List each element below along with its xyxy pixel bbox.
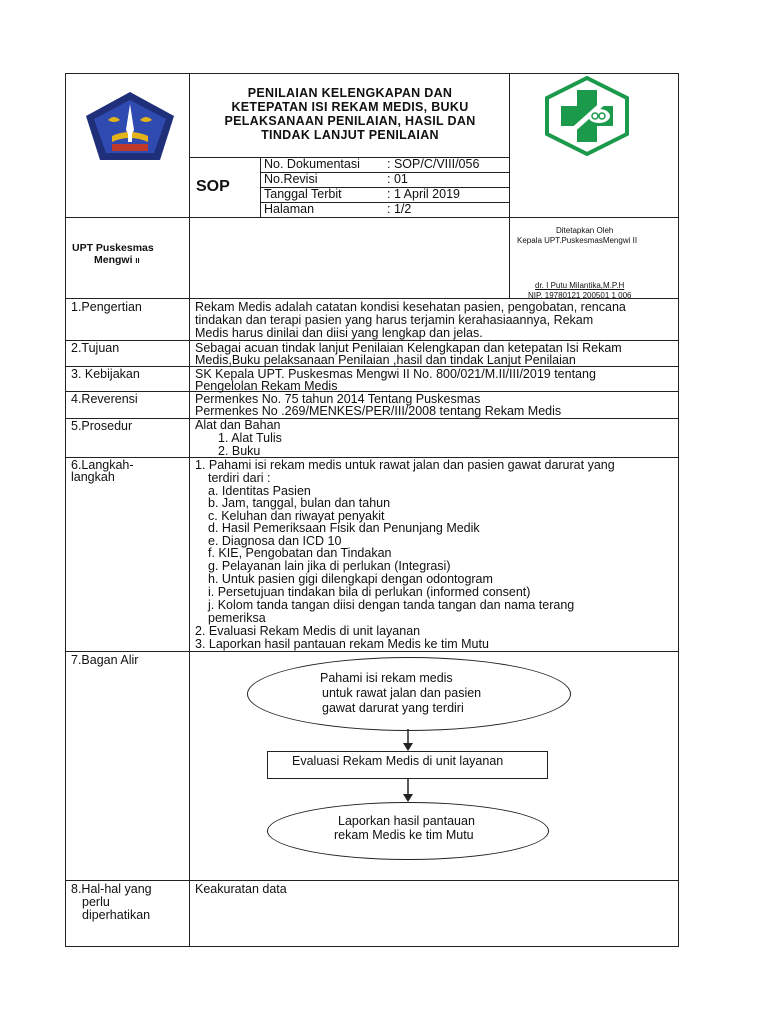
langkah-line: c. Keluhan dan riwayat penyakit [208, 509, 385, 523]
langkah-line: 3. Laporkan hasil pantauan rekam Medis ke tim Mutu [195, 637, 489, 651]
langkah-line: pemeriksa [208, 611, 266, 625]
pengertian-line-1: Rekam Medis adalah catatan kondisi kesehatan pasien, pengobatan, rencana [195, 300, 626, 314]
section-label-bagan: 7.Bagan Alir [71, 653, 139, 667]
section-label-langkah-2: langkah [71, 470, 115, 484]
revision-label: No.Revisi [264, 172, 318, 186]
section-label-pengertian: 1.Pengertian [71, 300, 142, 314]
referensi-line-1: Permenkes No. 75 tahun 2014 Tentang Puskesmas [195, 392, 481, 406]
prosedur-heading: Alat dan Bahan [195, 418, 281, 432]
langkah-line: terdiri dari : [208, 471, 271, 485]
langkah-line: a. Identitas Pasien [208, 484, 311, 498]
page-value: : 1/2 [387, 202, 412, 216]
flow-arrow-1 [402, 729, 414, 751]
puskesmas-logo-icon [543, 76, 631, 156]
document-title-line-2: KETEPATAN ISI REKAM MEDIS, BUKU [231, 100, 469, 114]
section-label-hal-1: 8.Hal-hal yang [71, 882, 152, 896]
langkah-line: g. Pelayanan lain jika di perlukan (Integrasi) [208, 559, 451, 573]
approved-by-label: Ditetapkan Oleh [556, 226, 614, 235]
hal-text: Keakuratan data [195, 882, 287, 896]
sop-label: SOP [196, 178, 230, 195]
flow-node-1-line-1: Pahami isi rekam medis [320, 671, 453, 685]
langkah-line: e. Diagnosa dan ICD 10 [208, 534, 342, 548]
kebijakan-line-2: Pengelolan Rekam Medis [195, 379, 338, 393]
document-title-line-1: PENILAIAN KELENGKAPAN DAN [247, 86, 453, 100]
section-label-langkah-1: 6.Langkah- [71, 458, 134, 472]
flow-node-1-line-2: untuk rawat jalan dan pasien [322, 686, 482, 700]
revision-value: : 01 [387, 172, 408, 186]
langkah-line: f. KIE, Pengobatan dan Tindakan [208, 546, 392, 560]
doc-number-label: No. Dokumentasi [264, 157, 360, 171]
flow-node-2-label: Evaluasi Rekam Medis di unit layanan [292, 754, 504, 768]
issue-date-label: Tanggal Terbit [264, 187, 342, 201]
unit-name-line-1: UPT Puskesmas [72, 242, 154, 254]
tujuan-line-2: Medis,Buku pelaksanaan Penilaian ,hasil dan tindak Lanjut Penilaian [195, 353, 576, 367]
langkah-line: j. Kolom tanda tangan diisi dengan tanda tangan dan nama terang [208, 598, 575, 612]
section-label-kebijakan: 3. Kebijakan [71, 367, 140, 381]
document-title-line-4: TINDAK LANJUT PENILAIAN [261, 128, 439, 142]
langkah-line: d. Hasil Pemeriksaan Fisik dan Penunjang Medik [208, 521, 480, 535]
issue-date-value: : 1 April 2019 [387, 187, 460, 201]
signer-nip: NIP. 19780121 200501 1 006 [528, 291, 632, 300]
approver-title: Kepala UPT.PuskesmasMengwi II [517, 236, 638, 245]
kebijakan-line-1: SK Kepala UPT. Puskesmas Mengwi II No. 800/021/M.II/III/2019 tentang [195, 367, 596, 381]
prosedur-item-2: 2. Buku [218, 444, 261, 458]
section-label-referensi: 4.Reverensi [71, 392, 138, 406]
langkah-line: 2. Evaluasi Rekam Medis di unit layanan [195, 624, 421, 638]
langkah-line: i. Persetujuan tindakan bila di perlukan (informed consent) [208, 585, 531, 599]
flow-node-3-line-2: rekam Medis ke tim Mutu [334, 828, 474, 842]
prosedur-item-1: 1. Alat Tulis [218, 431, 282, 445]
flow-node-1-line-3: gawat darurat yang terdiri [322, 701, 464, 715]
doc-number-value: : SOP/C/VIII/056 [387, 157, 480, 171]
document-title-line-3: PELAKSANAAN PENILAIAN, HASIL DAN [224, 114, 476, 128]
section-label-tujuan: 2.Tujuan [71, 341, 120, 355]
tujuan-line-1: Sebagai acuan tindak lanjut Penilaian Kelengkapan dan ketepatan Isi Rekam [195, 341, 622, 355]
section-label-prosedur: 5.Prosedur [71, 419, 133, 433]
regency-emblem-icon [82, 90, 178, 162]
langkah-line: b. Jam, tanggal, bulan dan tahun [208, 496, 391, 510]
langkah-line: h. Untuk pasien gigi dilengkapi dengan odontogram [208, 572, 493, 586]
unit-name-line-2: Mengwi II [94, 254, 140, 266]
pengertian-line-3: Medis harus dinilai dan diisi yang lengkap dan jelas. [195, 326, 483, 340]
referensi-line-2: Permenkes No .269/MENKES/PER/III/2008 tentang Rekam Medis [195, 404, 562, 418]
signer-name: dr. I Putu Milantika,M.P.H [535, 281, 625, 290]
page-label: Halaman [264, 202, 315, 216]
flow-arrow-2 [402, 778, 414, 802]
flow-node-3-line-1: Laporkan hasil pantauan [338, 814, 475, 828]
pengertian-line-2: tindakan dan terapi pasien yang harus terjamin kerahasiaannya, Rekam [195, 313, 594, 327]
section-label-hal-2: perlu [82, 895, 110, 909]
langkah-line: 1. Pahami isi rekam medis untuk rawat jalan dan pasien gawat darurat yang [195, 458, 615, 472]
section-label-hal-3: diperhatikan [82, 908, 151, 922]
